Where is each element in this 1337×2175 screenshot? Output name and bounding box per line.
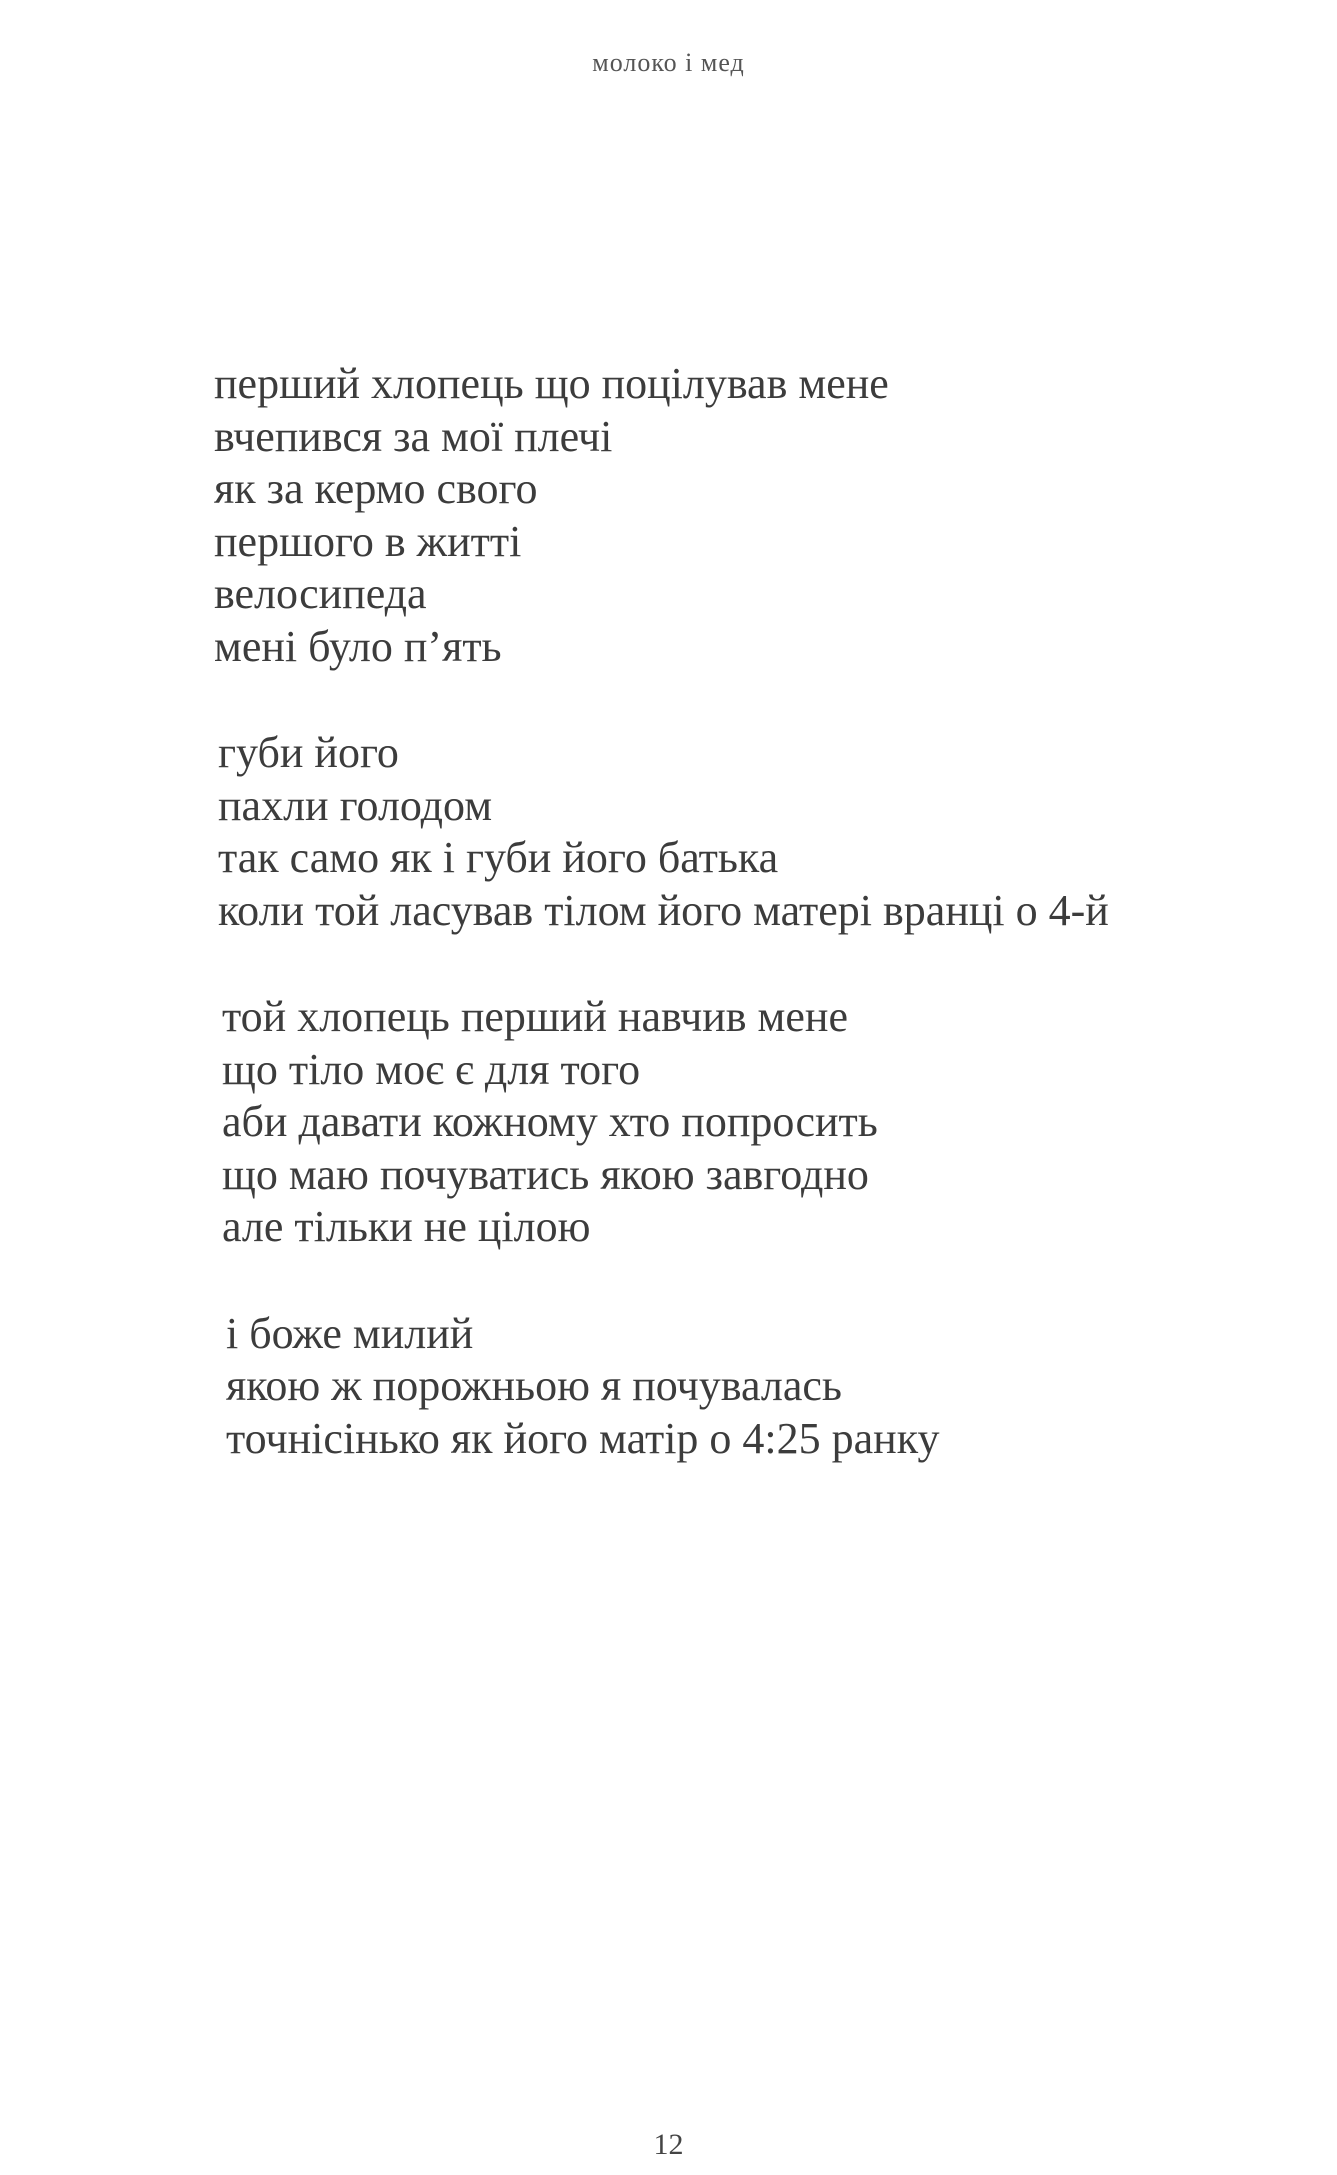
poem-line: губи його	[218, 728, 399, 777]
poem-line: і боже милий	[226, 1308, 474, 1358]
poem-line: як за кермо свого	[214, 464, 538, 513]
poem-line: той хлопець перший навчив мене	[222, 992, 848, 1041]
poem-line: але тільки не цілою	[222, 1202, 591, 1251]
page-number: 12	[653, 2128, 684, 2161]
poem-line: велосипеда	[214, 569, 427, 618]
poem-line: вчепився за мої плечі	[214, 411, 613, 461]
stanza-4	[226, 1308, 1264, 1466]
poem-line: першого в житті	[214, 516, 522, 566]
poem-line: аби давати кожному хто попросить	[222, 1097, 878, 1146]
poem-line: мені було п’ять	[214, 621, 502, 671]
running-head: молоко і мед	[592, 48, 745, 77]
poem-line: що маю почуватись якою завгодно	[222, 1149, 869, 1199]
poem-line: перший хлопець що поцілував мене	[214, 359, 889, 408]
poem-line: якою ж порожньою я почувалась	[226, 1361, 842, 1410]
poem-line: пахли голодом	[218, 780, 493, 830]
poem-line: коли той ласував тілом його матері вранці о 4-й	[218, 885, 1109, 935]
stanza-1	[214, 358, 1264, 673]
poem-line: точнісінько як його матір о 4:25 ранку	[226, 1413, 940, 1463]
poem	[214, 358, 1264, 1519]
poem-line: так само як і губи його батька	[218, 833, 779, 882]
poem-line: що тіло моє є для того	[222, 1044, 641, 1094]
stanza-2	[218, 727, 1264, 937]
stanza-3	[222, 991, 1264, 1254]
